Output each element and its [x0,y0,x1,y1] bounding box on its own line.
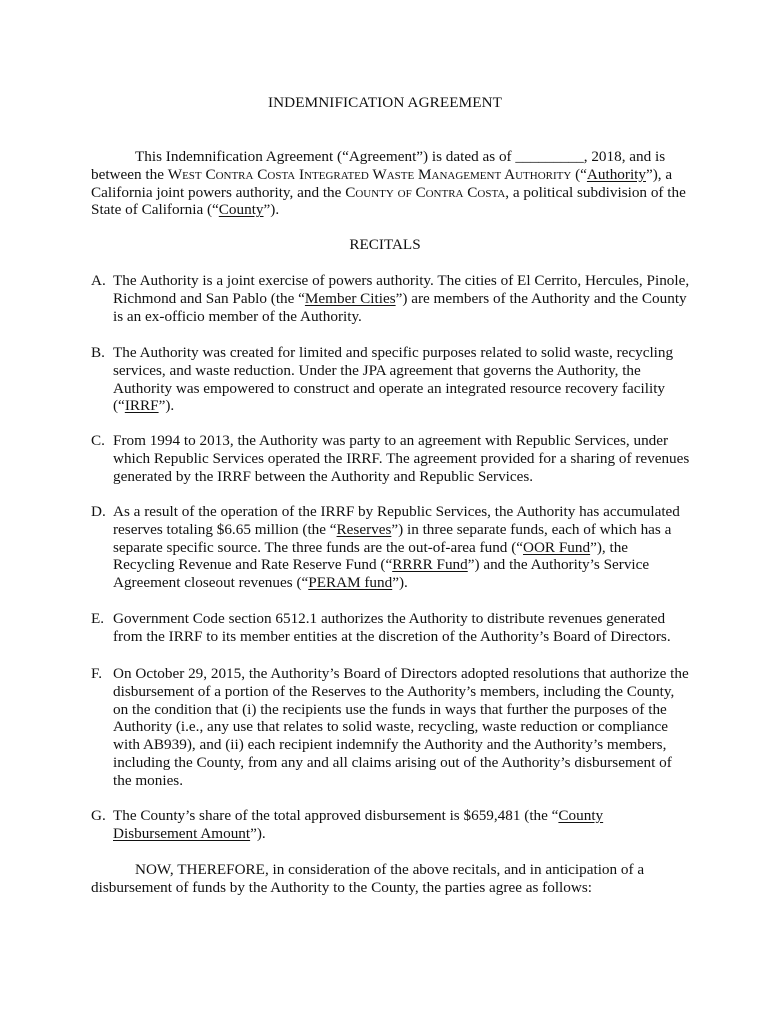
recital-b [91,344,691,415]
recital-letter: C. [91,432,105,449]
recital-letter: D. [91,503,106,520]
defined-term-reserves: Reserves [336,520,392,538]
intro-paragraph: This Indemnification Agreement (“Agreement”) is dated as of _________, 2018, and is between the West Contra Costa Integrated Waste Management Authority (“Authority”), a California joint powers authority, and the County of Contra Costa, a political subdivision of the State of California (“County”). [91,148,686,219]
document-title: INDEMNIFICATION AGREEMENT [267,94,503,111]
defined-term-member-cities: Member Cities [304,289,396,307]
party-authority-name: West Contra Costa Integrated Waste Management Authority [167,165,572,183]
recital-letter: G. [91,807,106,824]
recital-body: The County’s share of the total approved disbursement is $659,481 (the “County Disbursement Amount”). [113,807,604,842]
defined-term-county: County [218,201,264,219]
closing-text: NOW, THEREFORE, in consideration of the above recitals, and in anticipation of a disbursement of funds by the Authority to the County, the parties agree as follows: [91,861,645,896]
recital-letter: F. [91,665,103,682]
recital-f [91,665,691,790]
recital-letter: E. [91,610,105,627]
recital-a [91,272,691,325]
recital-body: From 1994 to 2013, the Authority was party to an agreement with Republic Services, under which Republic Services operated the IRRF. The agreement provided for a sharing of revenues generated by the IRRF between the Authority and Republic Services. [113,432,690,485]
recital-body: The Authority is a joint exercise of powers authority. The cities of El Cerrito, Hercules, Pinole, Richmond and San Pablo (the “Member Cities”) are members of the Authority and the County is an ex-officio member of the Authority. [113,272,690,325]
defined-term-rrrr-fund: RRRR Fund [392,556,468,574]
defined-term-peram-fund: PERAM fund [308,574,393,592]
recital-body: As a result of the operation of the IRRF by Republic Services, the Authority has accumulated reserves totaling $6.65 million (the “Reserves”) in three separate funds, each of which has a separate specific source. The three funds are the out-of-area fund (“OOR Fund”), the Recycling Revenue and Rate Reserve Fund (“RRRR Fund”) and the Authority’s Service Agreement closeout revenues (“PERAM fund”). [113,503,680,592]
recital-body: Government Code section 6512.1 authorizes the Authority to distribute revenues generated from the IRRF to its member entities at the discretion of the Authority’s Board of Directors. [113,610,671,645]
recital-c [91,432,691,485]
recital-body: The Authority was created for limited and specific purposes related to solid waste, recycling services, and waste reduction. Under the JPA agreement that governs the Authority, the Authority was empowered to construct and operate an integrated resource recovery facility (“IRRF”). [113,344,674,415]
recital-body: On October 29, 2015, the Authority’s Board of Directors adopted resolutions that authorize the disbursement of a portion of the Reserves to the Authority’s members, including the County, on the condition that (i) the recipients use the funds in ways that further the purposes of the Authority (i.e., any use that relates to solid waste, recycling, waste reduction or compliance with AB939), and (ii) each recipient indemnify the Authority and the Authority’s members, including the County, from any and all claims arising out of the Authority’s disbursement of the monies. [113,665,689,789]
defined-term-authority: Authority [586,165,646,183]
party-county-name: County of Contra Costa [345,183,506,201]
defined-term-oor-fund: OOR Fund [523,538,591,556]
recital-letter: A. [91,272,106,289]
defined-term-irrf: IRRF [124,397,159,415]
defined-term-county-disbursement-amount: County Disbursement Amount [113,807,604,842]
recital-e [91,610,691,646]
closing-paragraph [91,861,691,897]
intro-text: This Indemnification Agreement (“Agreement”) is dated as of _________, 2018, and is between the [91,148,666,183]
recital-d [91,503,691,592]
recitals-heading: RECITALS [349,236,421,253]
recital-g [91,807,691,843]
recital-letter: B. [91,344,105,361]
